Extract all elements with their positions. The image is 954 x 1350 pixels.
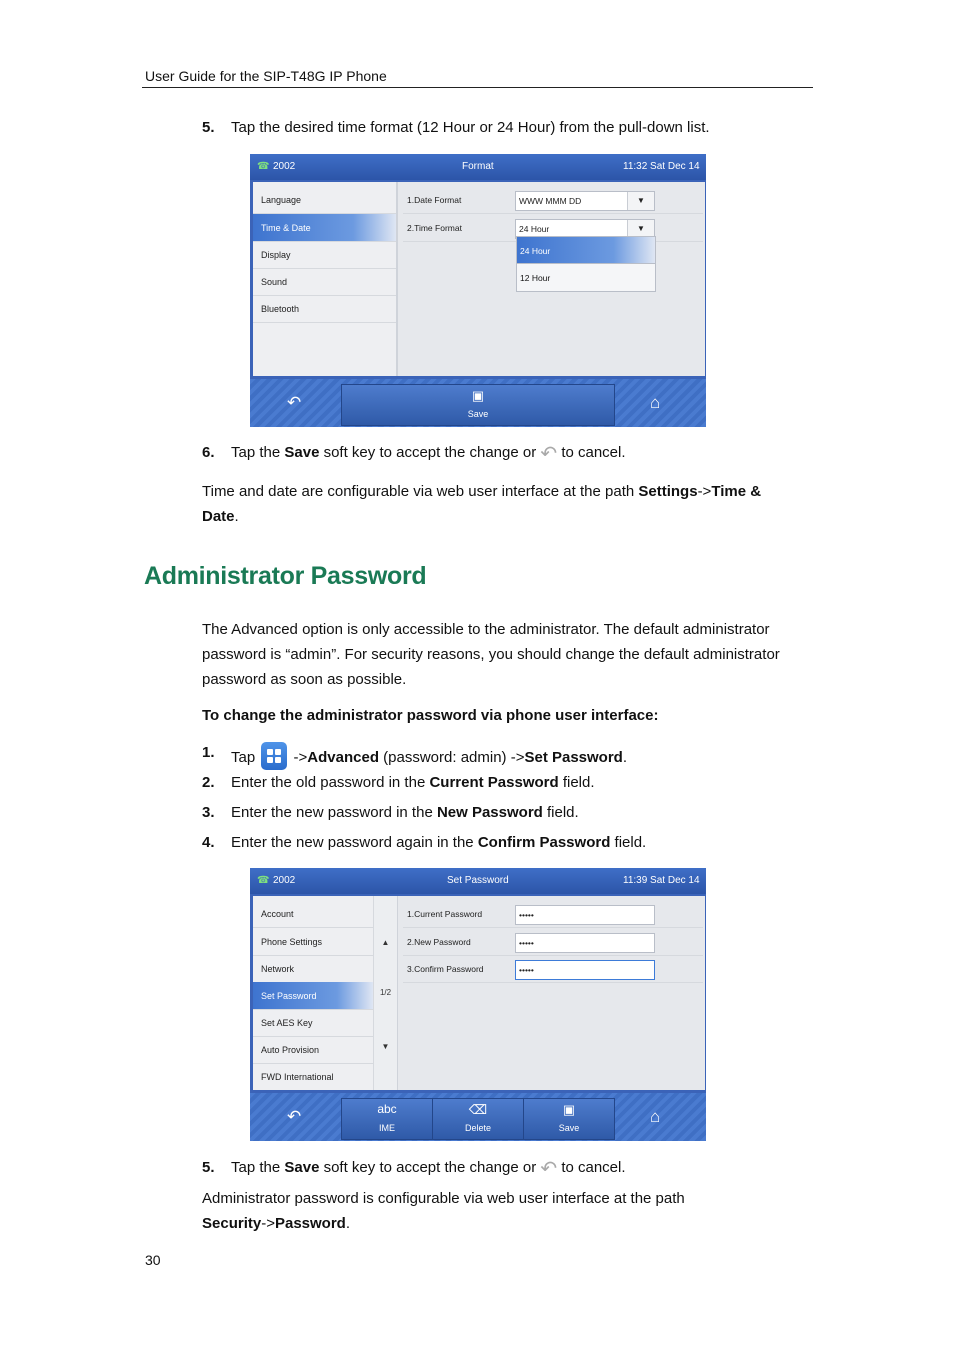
new-password-input[interactable]: ••••• bbox=[515, 933, 655, 953]
chevron-down-icon[interactable]: ▼ bbox=[627, 220, 654, 238]
delete-icon: ⌫ bbox=[468, 1102, 488, 1117]
step-text: Enter the new password again in the Confirm Password field. bbox=[231, 834, 647, 851]
menu-item-language[interactable]: Language bbox=[253, 186, 396, 214]
new-password-row bbox=[403, 928, 703, 956]
phone-icon: ☎ bbox=[257, 875, 270, 886]
menu-item-network[interactable]: Network bbox=[253, 955, 373, 983]
home-icon[interactable]: ⌂ bbox=[650, 393, 661, 412]
step-2 bbox=[202, 774, 802, 794]
current-password-row bbox=[403, 900, 703, 928]
step-number: 3. bbox=[202, 804, 215, 821]
screen-body bbox=[253, 896, 705, 1090]
step-text: Tap the Save soft key to accept the change or ↶ to cancel. bbox=[231, 1158, 626, 1180]
procedure-heading: To change the administrator password via phone user interface: bbox=[202, 707, 659, 724]
line-label: 2002 bbox=[273, 875, 296, 886]
back-icon[interactable]: ↶ bbox=[287, 1107, 302, 1126]
step-4 bbox=[202, 834, 802, 854]
delete-button[interactable]: ⌫ Delete bbox=[432, 1098, 524, 1140]
menu-item-auto-provision[interactable]: Auto Provision bbox=[253, 1036, 373, 1064]
back-icon: ↶ bbox=[540, 443, 558, 465]
row-label: 1.Date Format bbox=[407, 195, 462, 205]
scroll-up-icon[interactable]: ▲ bbox=[381, 938, 390, 947]
row-label: 2.New Password bbox=[407, 937, 471, 947]
menu-item-display[interactable]: Display bbox=[253, 241, 396, 269]
screen-body bbox=[253, 182, 705, 376]
step-3 bbox=[202, 804, 802, 824]
dropdown-option-12-hour[interactable]: 12 Hour bbox=[516, 263, 656, 292]
step-5-save bbox=[202, 1159, 802, 1179]
step-number: 1. bbox=[202, 744, 215, 761]
page-number: 30 bbox=[145, 1252, 161, 1268]
step-number: 5. bbox=[202, 1159, 215, 1176]
row-label: 3.Confirm Password bbox=[407, 964, 484, 974]
menu-item-bluetooth[interactable]: Bluetooth bbox=[253, 295, 396, 323]
row-label: 2.Time Format bbox=[407, 223, 462, 233]
page-indicator: 1/2 bbox=[379, 988, 392, 997]
step-number: 4. bbox=[202, 834, 215, 851]
home-icon[interactable]: ⌂ bbox=[650, 1107, 661, 1126]
step-1 bbox=[202, 744, 802, 768]
step-number: 2. bbox=[202, 774, 215, 791]
save-button[interactable]: ▣ Save bbox=[523, 1098, 615, 1140]
step-6-save bbox=[202, 444, 802, 464]
back-icon: ↶ bbox=[540, 1158, 558, 1180]
advanced-menu bbox=[253, 896, 398, 1090]
screen-title: Format bbox=[462, 161, 494, 172]
settings-menu bbox=[253, 182, 398, 376]
menu-item-account[interactable]: Account bbox=[253, 900, 373, 928]
date-format-row bbox=[403, 186, 703, 214]
step-number: 6. bbox=[202, 444, 215, 461]
section-title: Administrator Password bbox=[144, 562, 427, 590]
menu-item-set-password[interactable]: Set Password bbox=[253, 982, 373, 1010]
confirm-password-input[interactable]: ••••• bbox=[515, 960, 655, 980]
ime-button[interactable]: abc IME bbox=[341, 1098, 433, 1140]
step-number: 5. bbox=[202, 119, 215, 136]
screen-title: Set Password bbox=[447, 875, 509, 886]
menu-item-sound[interactable]: Sound bbox=[253, 268, 396, 296]
menu-apps-icon bbox=[261, 742, 287, 770]
step-5-time-format bbox=[202, 119, 802, 139]
running-header: User Guide for the SIP-T48G IP Phone bbox=[145, 68, 387, 84]
dropdown-option-24-hour[interactable]: 24 Hour bbox=[516, 236, 656, 265]
step-text: Tap ->Advanced (password: admin) ->Set Password. bbox=[231, 734, 627, 766]
current-password-input[interactable]: ••••• bbox=[515, 905, 655, 925]
status-bar bbox=[250, 154, 706, 180]
date-format-select[interactable]: WWW MMM DD ▼ bbox=[515, 191, 655, 211]
web-path-note-time: Time and date are configurable via web user interface at the path Settings->Time & Date. bbox=[202, 483, 762, 525]
clock: 11:39 Sat Dec 14 bbox=[623, 875, 700, 886]
save-icon: ▣ bbox=[562, 1102, 576, 1117]
chevron-down-icon[interactable]: ▼ bbox=[627, 192, 654, 210]
phone-screen-set-password bbox=[250, 868, 706, 1141]
menu-item-set-aes-key[interactable]: Set AES Key bbox=[253, 1009, 373, 1037]
step-text: Enter the old password in the Current Password field. bbox=[231, 774, 595, 791]
back-icon[interactable]: ↶ bbox=[287, 393, 302, 412]
clock: 11:32 Sat Dec 14 bbox=[623, 161, 700, 172]
step-text: Tap the Save soft key to accept the change or ↶ to cancel. bbox=[231, 443, 626, 465]
web-path-note-password: Administrator password is configurable via web user interface at the path Security->Password. bbox=[202, 1190, 685, 1232]
header-rule bbox=[142, 87, 813, 88]
scroll-down-icon[interactable]: ▼ bbox=[381, 1042, 390, 1051]
menu-item-time-date[interactable]: Time & Date bbox=[253, 214, 396, 242]
phone-icon: ☎ bbox=[257, 161, 270, 172]
menu-item-fwd-international[interactable]: FWD International bbox=[261, 1072, 334, 1082]
step-text: Tap the desired time format (12 Hour or 24 Hour) from the pull-down list. bbox=[231, 119, 710, 136]
softkey-bar bbox=[250, 379, 706, 427]
step-text: Enter the new password in the New Password field. bbox=[231, 804, 579, 821]
status-bar bbox=[250, 868, 706, 894]
intro-paragraph: The Advanced option is only accessible to the administrator. The default administrator password is “admin”. For security reasons, you should change the default administrator password as soon as possible. bbox=[202, 621, 780, 688]
line-label: 2002 bbox=[273, 161, 296, 172]
row-label: 1.Current Password bbox=[407, 909, 483, 919]
softkey-bar bbox=[250, 1093, 706, 1141]
menu-item-phone-settings[interactable]: Phone Settings bbox=[253, 928, 373, 956]
menu-scrollbar bbox=[373, 896, 397, 1090]
save-button[interactable]: ▣ Save bbox=[341, 384, 615, 426]
confirm-password-row bbox=[403, 955, 703, 983]
save-icon: ▣ bbox=[471, 388, 485, 403]
time-format-select[interactable]: 24 Hour ▼ bbox=[515, 219, 655, 239]
phone-screen-format bbox=[250, 154, 706, 427]
